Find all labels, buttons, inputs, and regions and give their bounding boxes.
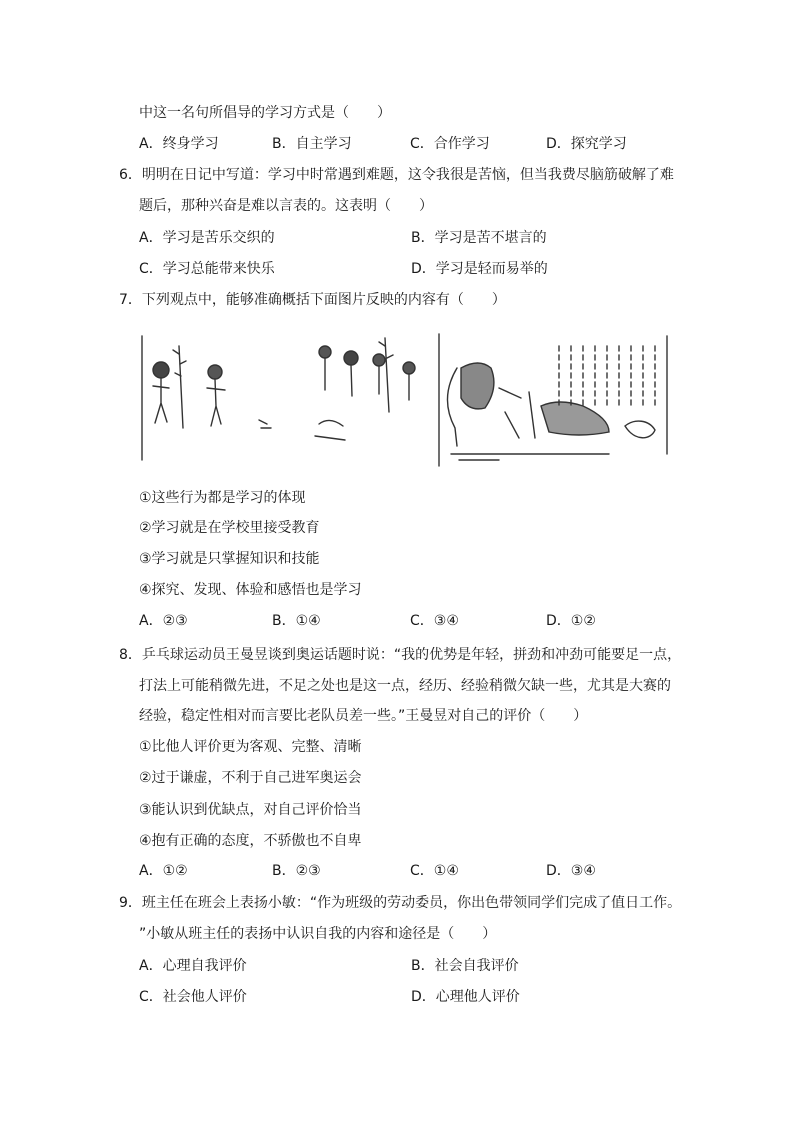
q8-option-d: D．③④	[546, 863, 596, 879]
window-blinds	[559, 346, 655, 406]
q6-option-d: D．学习是轻而易举的	[411, 261, 548, 277]
q7-statement-4: ④探究、发现、体验和感悟也是学习	[139, 582, 362, 598]
q5-option-d: D．探究学习	[546, 136, 627, 152]
q8-option-c: C．①④	[410, 863, 459, 879]
table-edge	[451, 454, 609, 460]
q9-option-a: A．心理自我评价	[139, 958, 247, 974]
q6-option-a: A．学习是苦乐交织的	[139, 230, 275, 246]
q8-option-b: B．②③	[272, 863, 321, 879]
student-at-desk	[541, 402, 609, 435]
q8-statement-1: ①比他人评价更为客观、完整、清晰	[139, 739, 362, 755]
q7-statement-2: ②学习就是在学校里接受教育	[139, 520, 320, 536]
child-body	[207, 379, 225, 426]
child-head	[403, 362, 415, 374]
q6-stem-line1: 6．明明在日记中写道：学习中时常遇到难题，这令我很是苦恼，但当我费尽脑筋破解了难	[119, 167, 674, 183]
q9-option-d: D．心理他人评价	[411, 989, 520, 1005]
q7-option-b: B．①④	[272, 613, 321, 629]
q9-option-c: C．社会他人评价	[139, 989, 247, 1005]
q9-option-b: B．社会自我评价	[411, 958, 519, 974]
child-head	[319, 346, 331, 358]
q7-option-d: D．①②	[546, 613, 596, 629]
adult-body	[461, 363, 494, 409]
q7-statement-3: ③学习就是只掌握知识和技能	[139, 551, 320, 567]
q5-option-a: A．终身学习	[139, 136, 219, 152]
q8-stem-line1: 8．乒乓球运动员王曼昱谈到奥运话题时说：“我的优势是年轻，拼劲和冲劲可能要足一点，	[119, 647, 682, 663]
q9-stem-line1: 9．班主任在班会上表扬小敏：“作为班级的劳动委员，你出色带领同学们完成了值日工作。	[119, 895, 682, 911]
child-head	[153, 362, 169, 378]
child-body	[153, 378, 169, 423]
q7-option-c: C．③④	[410, 613, 459, 629]
q6-option-b: B．学习是苦不堪言的	[411, 230, 547, 246]
q7-illustration	[139, 328, 670, 468]
q6-stem-line2: 题后，那种兴奋是难以言表的。这表明（ ）	[139, 198, 433, 214]
q8-option-a: A．①②	[139, 863, 188, 879]
q8-stem-line3: 经验，稳定性相对而言要比老队员差一些。”王曼昱对自己的评价（ ）	[139, 708, 588, 724]
q5-stem-tail: 中这一名句所倡导的学习方式是（ ）	[139, 105, 391, 121]
q8-statement-4: ④抱有正确的态度，不骄傲也不自卑	[139, 833, 362, 849]
child-head	[373, 354, 385, 366]
q9-stem-line2: ”小敏从班主任的表扬中认识自我的内容和途径是（ ）	[139, 926, 497, 942]
small-object	[625, 421, 655, 438]
q7-statement-1: ①这些行为都是学习的体现	[139, 490, 306, 506]
plant-stalk	[385, 338, 389, 412]
q7-stem: 7．下列观点中，能够准确概括下面图片反映的内容有（ ）	[119, 292, 506, 308]
child-head	[208, 365, 222, 379]
q6-option-c: C．学习总能带来快乐	[139, 261, 275, 277]
q8-statement-2: ②过于谦虚，不利于自己进军奥运会	[139, 770, 362, 786]
lab-equipment	[499, 388, 535, 438]
q5-option-b: B．自主学习	[272, 136, 352, 152]
q8-stem-line2: 打法上可能稍微先进，不足之处也是这一点，经历、经验稍微欠缺一些，尤其是大赛的	[139, 678, 671, 694]
q8-statement-3: ③能认识到优缺点，对自己评价恰当	[139, 802, 362, 818]
ground-marks	[259, 420, 345, 440]
plant-stalk	[179, 346, 183, 428]
q7-option-a: A．②③	[139, 613, 188, 629]
child-head	[344, 351, 358, 365]
children-bodies	[325, 358, 409, 400]
q5-option-c: C．合作学习	[410, 136, 490, 152]
